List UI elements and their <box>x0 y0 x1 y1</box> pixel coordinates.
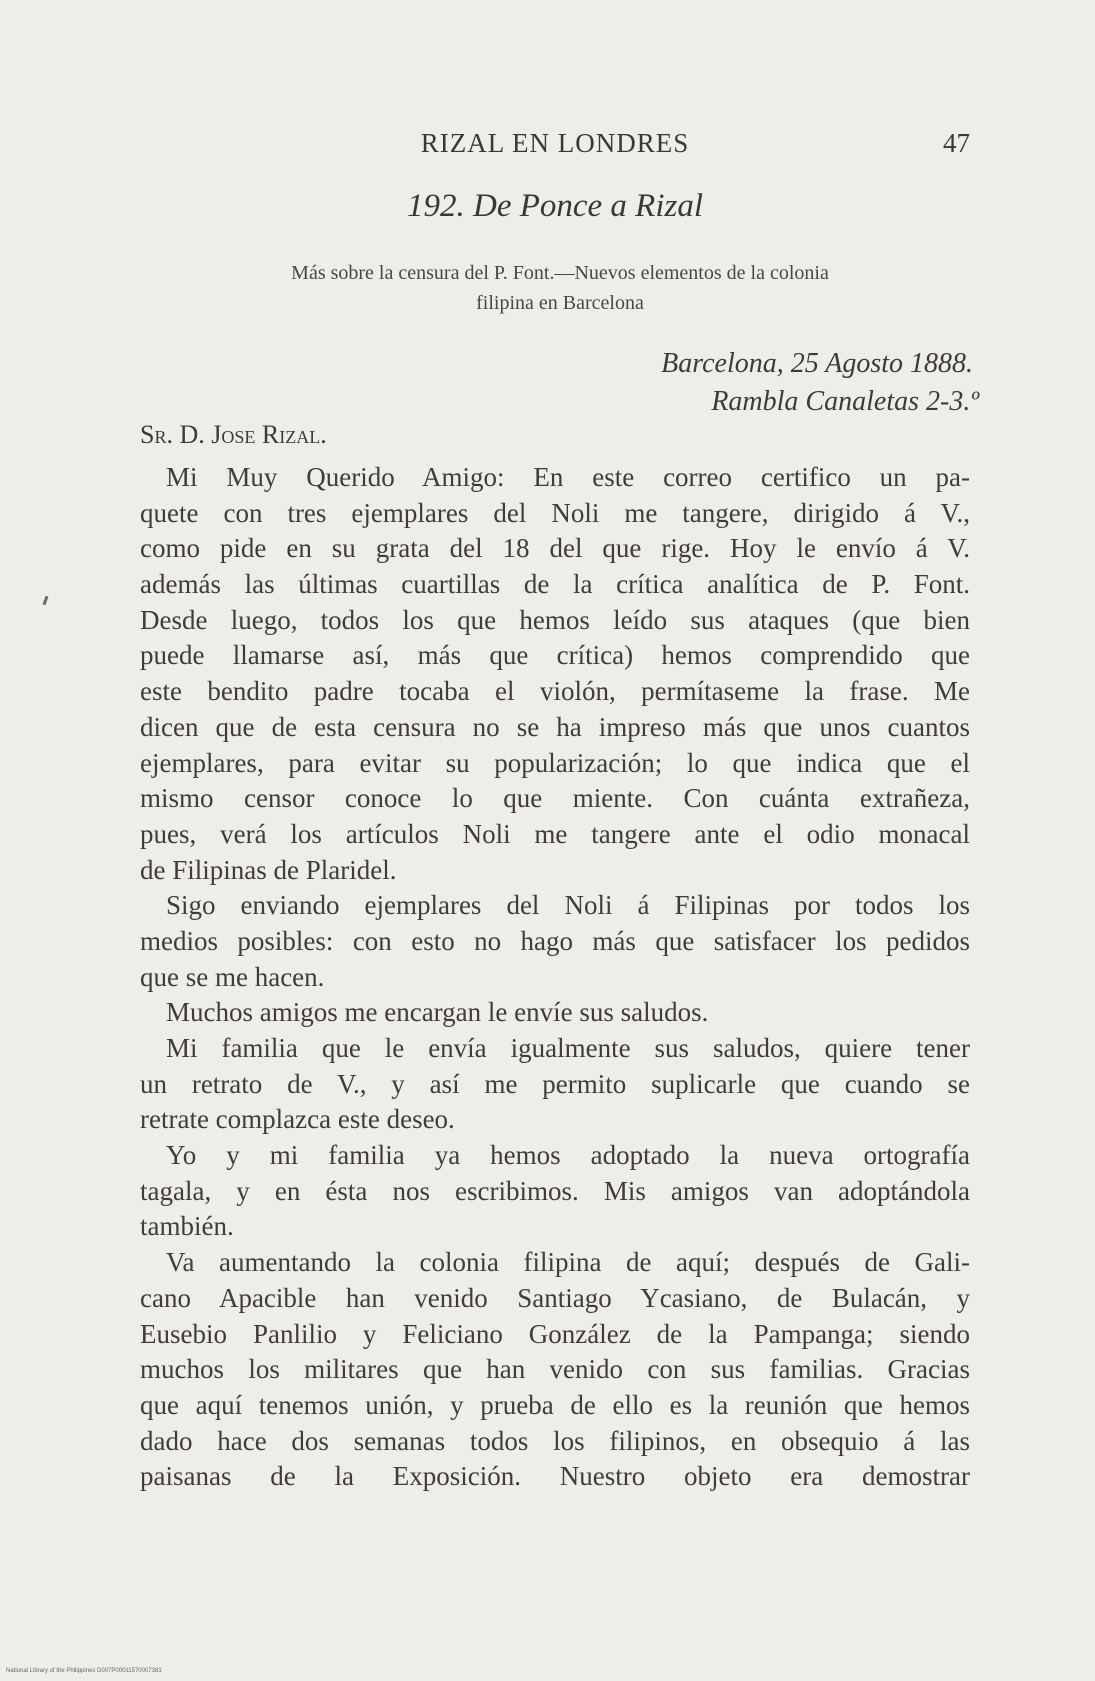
body-line: pues, verá los artículos Noli me tangere ante el odio monacal <box>140 818 970 849</box>
archive-credit: National Library of the Philippines D007P00011570007381 <box>6 1668 162 1674</box>
body-line: ejemplares, para evitar su popularización; lo que indica que el <box>140 747 970 778</box>
letter-summary <box>150 258 970 318</box>
stray-ink-mark <box>43 596 49 605</box>
body-line: Sigo enviando ejemplares del Noli á Filipinas por todos los <box>166 890 970 921</box>
body-line: dado hace dos semanas todos los filipinos, en obsequio á las <box>140 1425 970 1456</box>
summary-line: Más sobre la censura del P. Font.—Nuevos elementos de la colonia <box>291 262 829 284</box>
body-line: Desde luego, todos los que hemos leído sus ataques (que bien <box>140 604 970 635</box>
body-line: de Filipinas de Plaridel. <box>140 854 397 885</box>
body-line: un retrato de V., y así me permito suplicarle que cuando se <box>140 1068 970 1099</box>
body-line: muchos los militares que han venido con sus familias. Gracias <box>140 1354 970 1385</box>
body-line: también. <box>140 1211 234 1242</box>
letter-date: Barcelona, 25 Agosto 1888. <box>661 348 973 379</box>
page-number: 47 <box>943 128 970 158</box>
body-line: Mi familia que le envía igualmente sus saludos, quiere tener <box>166 1033 970 1063</box>
body-line: paisanas de la Exposición. Nuestro objeto era demostrar <box>140 1461 970 1492</box>
recipient: Sr. D. Jose Rizal. <box>140 420 327 449</box>
running-title: RIZAL EN LONDRES <box>420 128 690 158</box>
body-line: este bendito padre tocaba el violón, permítaseme la frase. Me <box>140 676 970 707</box>
running-head <box>140 128 970 168</box>
body-line: mismo censor conoce lo que miente. Con cuánta extrañeza, <box>140 783 970 814</box>
body-line: puede llamarse así, más que crítica) hemos comprendido que <box>140 640 970 671</box>
body-line: además las últimas cuartillas de la crítica analítica de P. Font. <box>140 569 970 600</box>
letter-address: Rambla Canaletas 2-3.º <box>711 386 979 417</box>
body-line: cano Apacible han venido Santiago Ycasiano, de Bulacán, y <box>140 1282 970 1313</box>
body-line: Mi Muy Querido Amigo: En este correo certifico un pa- <box>166 462 970 492</box>
body-line: Eusebio Panlilio y Feliciano González de la Pampanga; siendo <box>140 1318 970 1349</box>
body-line: como pide en su grata del 18 del que rige. Hoy le envío á V. <box>140 533 970 564</box>
body-line: Muchos amigos me encargan le envíe sus saludos. <box>166 997 709 1028</box>
letter-body <box>140 460 970 1495</box>
body-line: que aquí tenemos unión, y prueba de ello es la reunión que hemos <box>140 1389 970 1420</box>
dateline <box>661 345 979 421</box>
body-line: dicen que de esta censura no se ha impreso más que unos cuantos <box>140 711 970 742</box>
body-line: Va aumentando la colonia filipina de aquí; después de Gali- <box>166 1247 970 1278</box>
body-line: tagala, y en ésta nos escribimos. Mis amigos van adoptándola <box>140 1175 970 1206</box>
summary-line: filipina en Barcelona <box>476 292 644 314</box>
body-line: retrate complazca este deseo. <box>140 1104 455 1135</box>
body-line: Yo y mi familia ya hemos adoptado la nueva ortografía <box>166 1140 970 1171</box>
body-line: que se me hacen. <box>140 961 325 992</box>
body-line: medios posibles: con esto no hago más que satisfacer los pedidos <box>140 925 970 956</box>
body-line: quete con tres ejemplares del Noli me tangere, dirigido á V., <box>140 497 970 528</box>
letter-title: 192. De Ponce a Rizal <box>406 188 704 224</box>
